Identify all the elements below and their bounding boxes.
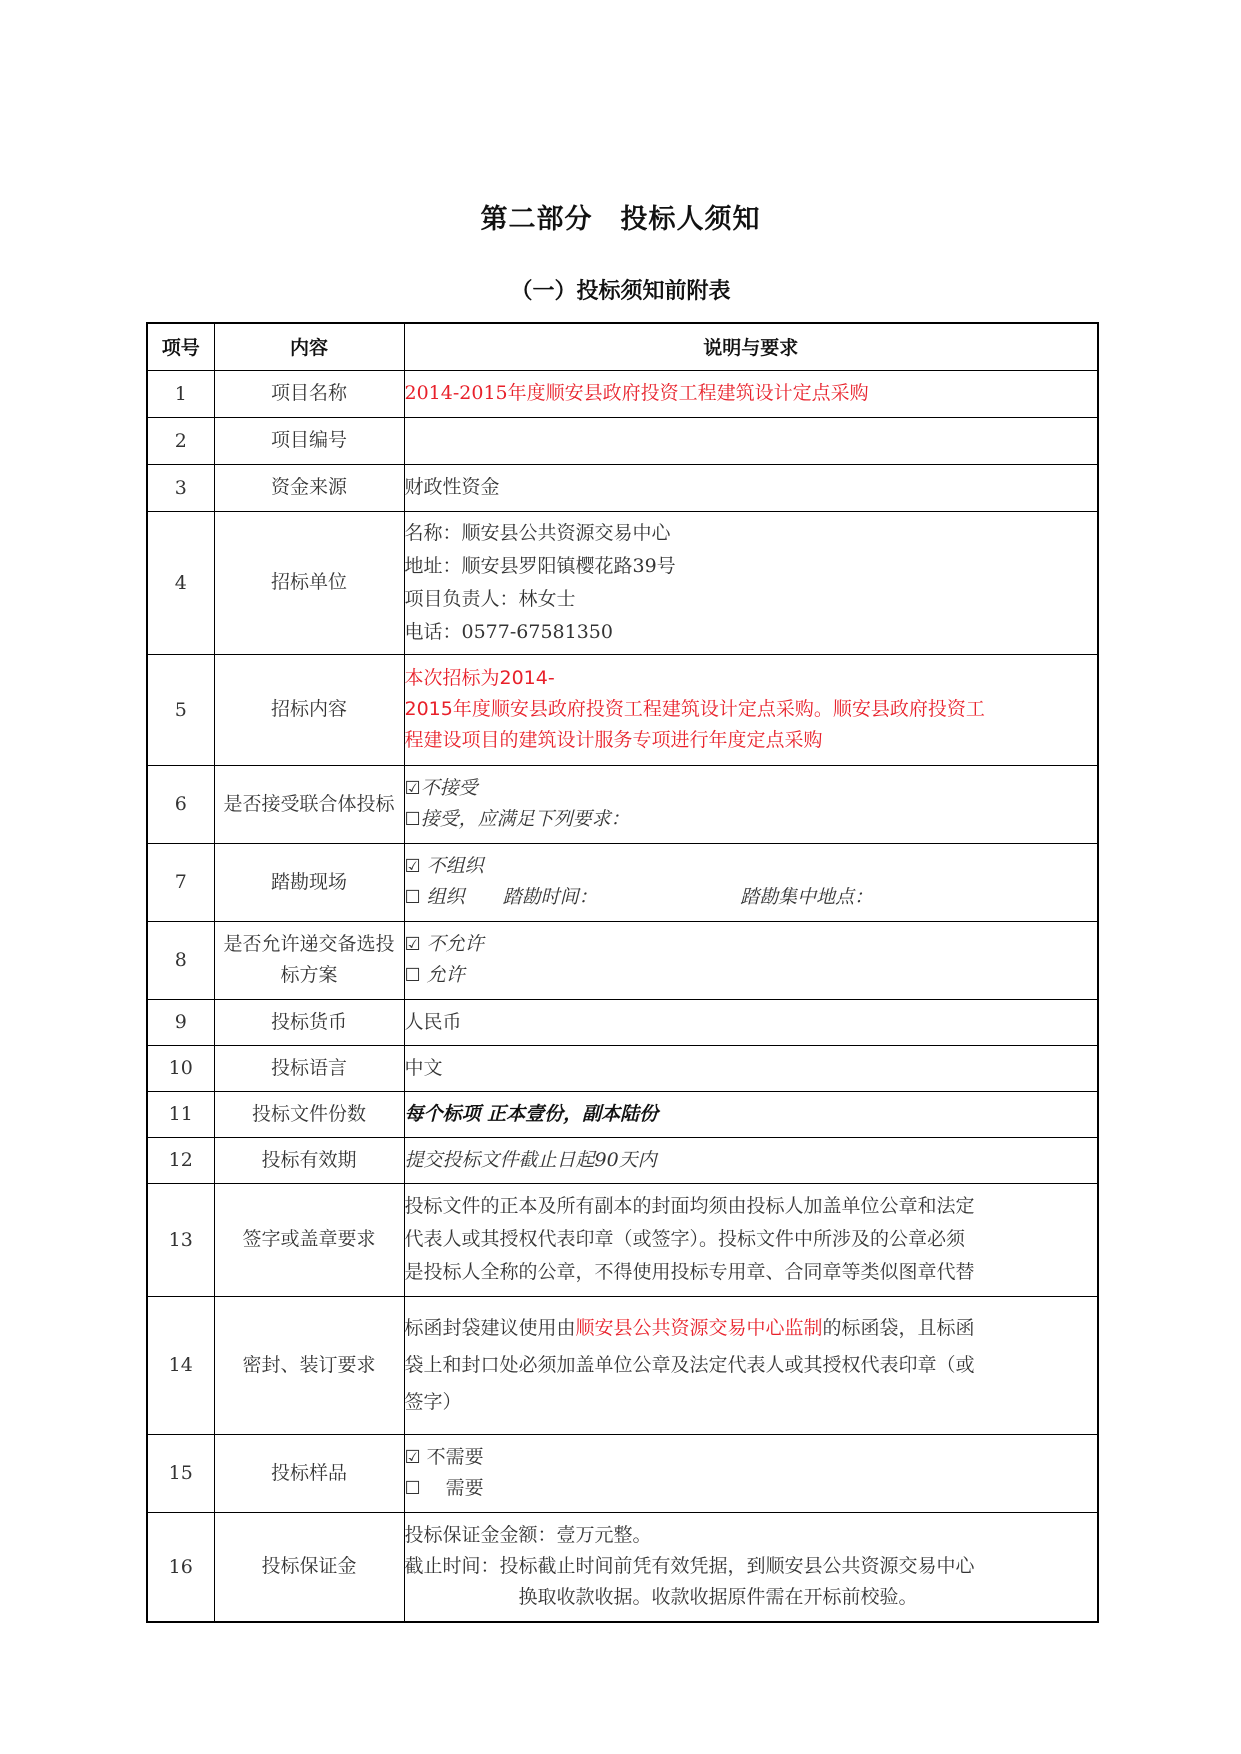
row-item: 招标内容: [214, 654, 404, 765]
row-number: 5: [147, 654, 214, 765]
row-number: 6: [147, 765, 214, 843]
language-text: 中文: [404, 1056, 443, 1079]
row-description: [404, 417, 1098, 464]
option-text: 需要: [420, 1477, 484, 1499]
table-row: [147, 1045, 1098, 1091]
row-description: [404, 1434, 1098, 1512]
sealing-line: [405, 1310, 1098, 1347]
row-number: 11: [147, 1091, 214, 1137]
row-number: 4: [147, 511, 214, 654]
tenderer-phone: 电话：0577-67581350: [404, 620, 613, 643]
page-title: 第二部分 投标人须知: [480, 204, 761, 235]
row-item: 投标保证金: [214, 1512, 404, 1622]
table-row: [147, 464, 1098, 511]
row-description: [404, 1512, 1098, 1622]
row-description: [404, 654, 1098, 765]
row-item: 投标有效期: [214, 1137, 404, 1183]
row-number: 9: [147, 999, 214, 1045]
row-number: 12: [147, 1137, 214, 1183]
row-number: 16: [147, 1512, 214, 1622]
option-line: [405, 882, 1098, 913]
unchecked-box-icon: ☐: [404, 809, 421, 830]
header-description: 说明与要求: [404, 323, 1098, 370]
tender-content-line: 本次招标为2014-: [404, 667, 555, 689]
table-row: [147, 654, 1098, 765]
table-row: [147, 765, 1098, 843]
signature-line: 代表人或其授权代表印章（或签字）。投标文件中所涉及的公章必须: [404, 1228, 966, 1250]
table-row: [147, 370, 1098, 417]
option-text: 组织 踏勘时间： 踏勘集中地点：: [420, 886, 874, 908]
row-number: 8: [147, 921, 214, 999]
tenderer-name: 名称：顺安县公共资源交易中心: [404, 521, 671, 544]
row-description: [404, 511, 1098, 654]
row-description: [404, 921, 1098, 999]
table-row: [147, 1296, 1098, 1434]
table-row: [147, 921, 1098, 999]
row-item: 招标单位: [214, 511, 404, 654]
header-number: 项号: [147, 323, 214, 370]
sealing-text: 标函封袋建议使用由: [404, 1316, 576, 1339]
option-line: [405, 1442, 1098, 1473]
row-item: 是否接受联合体投标: [214, 765, 404, 843]
option-text: 允许: [420, 964, 465, 986]
table-header-row: [147, 323, 1098, 370]
row-description: [404, 843, 1098, 921]
row-description: [404, 1045, 1098, 1091]
tender-content-line: 程建设项目的建筑设计服务专项进行年度定点采购: [404, 729, 823, 751]
row-item: 项目编号: [214, 417, 404, 464]
table-row: [147, 1512, 1098, 1622]
row-description: [404, 765, 1098, 843]
sealing-supervisor-text: 顺安县公共资源交易中心监制: [575, 1316, 823, 1339]
row-description: [404, 999, 1098, 1045]
row-number: 3: [147, 464, 214, 511]
sealing-line: 袋上和封口处必须加盖单位公章及法定代表人或其授权代表印章（或: [404, 1353, 975, 1376]
row-description: [404, 1137, 1098, 1183]
option-line: [405, 929, 1098, 960]
row-number: 14: [147, 1296, 214, 1434]
row-description: [404, 370, 1098, 417]
checked-box-icon: ☑: [404, 856, 421, 877]
checked-box-icon: ☑: [404, 1447, 421, 1468]
option-text: 不允许: [420, 933, 484, 955]
row-number: 1: [147, 370, 214, 417]
unchecked-box-icon: ☐: [404, 887, 421, 908]
row-description: [404, 464, 1098, 511]
row-item: 密封、装订要求: [214, 1296, 404, 1434]
tenderer-address: 地址：顺安县罗阳镇樱花路39号: [404, 554, 676, 577]
row-item: 是否允许递交备选投标方案: [214, 921, 404, 999]
option-text: 不组织: [420, 855, 484, 877]
header-item: 内容: [214, 323, 404, 370]
sealing-text: 的标函袋，且标函: [822, 1316, 975, 1339]
deposit-amount: 投标保证金金额：壹万元整。: [404, 1524, 652, 1547]
signature-line: 是投标人全称的公章，不得使用投标专用章、合同章等类似图章代替: [404, 1261, 975, 1283]
deposit-deadline: 截止时间：投标截止时间前凭有效凭据，到顺安县公共资源交易中心: [404, 1555, 975, 1578]
option-text: 接受，应满足下列要求：: [420, 808, 630, 830]
project-name-text: 2014-2015年度顺安县政府投资工程建筑设计定点采购: [404, 382, 869, 404]
unchecked-box-icon: ☐: [404, 1478, 421, 1499]
checked-box-icon: ☑: [404, 934, 421, 955]
unchecked-box-icon: ☐: [404, 965, 421, 986]
option-line: [405, 773, 1098, 804]
front-table: [146, 322, 1099, 1623]
row-number: 7: [147, 843, 214, 921]
row-item: 投标样品: [214, 1434, 404, 1512]
option-line: [405, 960, 1098, 991]
option-line: [405, 1473, 1098, 1504]
table-row: [147, 1091, 1098, 1137]
row-description: [404, 1091, 1098, 1137]
checked-box-icon: ☑: [404, 778, 421, 799]
table-row: [147, 417, 1098, 464]
currency-text: 人民币: [404, 1010, 462, 1033]
row-item: 签字或盖章要求: [214, 1183, 404, 1296]
row-item: 项目名称: [214, 370, 404, 417]
table-row: [147, 843, 1098, 921]
row-description: [404, 1183, 1098, 1296]
sealing-line: 签字）: [404, 1390, 462, 1413]
row-number: 13: [147, 1183, 214, 1296]
table-row: [147, 1137, 1098, 1183]
option-text: 不需要: [420, 1446, 484, 1468]
signature-line: 投标文件的正本及所有副本的封面均须由投标人加盖单位公章和法定: [404, 1195, 975, 1217]
table-row: [147, 1434, 1098, 1512]
row-number: 2: [147, 417, 214, 464]
tender-content-line: 2015年度顺安县政府投资工程建筑设计定点采购。顺安县政府投资工: [404, 698, 985, 720]
tenderer-contact: 项目负责人：林女士: [404, 587, 576, 610]
row-item: 投标语言: [214, 1045, 404, 1091]
option-line: [405, 851, 1098, 882]
validity-text: 提交投标文件截止日起90天内: [404, 1148, 657, 1171]
copies-text: 每个标项 正本壹份，副本陆份: [404, 1102, 659, 1125]
section-subtitle: （一）投标须知前附表: [510, 279, 731, 304]
row-item: 踏勘现场: [214, 843, 404, 921]
row-number: 10: [147, 1045, 214, 1091]
option-text: 不接受: [420, 777, 478, 799]
row-number: 15: [147, 1434, 214, 1512]
row-item: 资金来源: [214, 464, 404, 511]
table-row: [147, 999, 1098, 1045]
row-description: [404, 1296, 1098, 1434]
option-line: [405, 804, 1098, 835]
fund-source-text: 财政性资金: [404, 476, 500, 498]
row-item: 投标货币: [214, 999, 404, 1045]
row-item: 投标文件份数: [214, 1091, 404, 1137]
table-row: [147, 1183, 1098, 1296]
table-row: [147, 511, 1098, 654]
deposit-receipt: 换取收款收据。收款收据原件需在开标前校验。: [518, 1586, 918, 1609]
